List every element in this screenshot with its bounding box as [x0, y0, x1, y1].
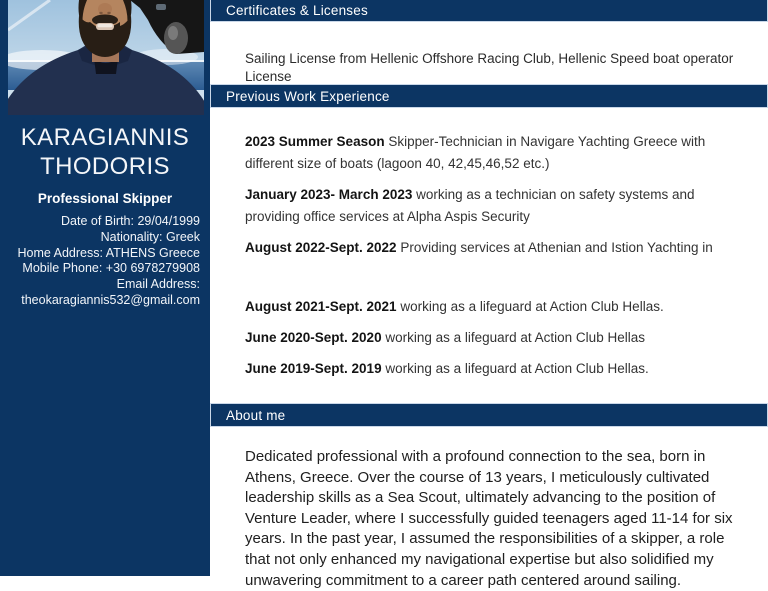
experience-entry-text: working as a lifeguard at Action Club Hellas. [396, 299, 664, 314]
certificates-text: Sailing License from Hellenic Offshore Racing Club, Hellenic Speed boat operator License [245, 51, 734, 84]
contact-phone: Mobile Phone: +30 6978279908 [22, 261, 200, 276]
person-title: Professional Skipper [37, 191, 173, 206]
experience-entry-date: August 2022-Sept. 2022 [245, 240, 397, 255]
experience-entry-text: working as a lifeguard at Action Club Hellas. [381, 361, 649, 376]
experience-entry-date: June 2020-Sept. 2020 [245, 330, 382, 345]
section-header-experience-label: Previous Work Experience [226, 88, 390, 104]
experience-entry [245, 327, 735, 349]
experience-body [210, 108, 768, 403]
section-header-about-label: About me [226, 407, 286, 423]
name-line2: THODORIS [40, 153, 170, 180]
profile-photo [8, 0, 204, 115]
experience-entry-text: working as a lifeguard at Action Club Hellas [381, 330, 645, 345]
about-body [210, 427, 768, 591]
contact-dob: Date of Birth: 29/04/1999 [61, 214, 200, 228]
experience-entry-text: working as a technician on safety systems and providing office services at Alpha Aspis Security [245, 187, 695, 224]
experience-entry [245, 296, 735, 318]
section-header-certificates [210, 0, 768, 22]
experience-entry-date: 2023 Summer Season [245, 134, 385, 149]
experience-entry-text: Providing services at Athenian and Istion Yachting in [396, 240, 713, 255]
contact-email: theokaragiannis532@gmail.com [21, 292, 200, 307]
about-text: Dedicated professional with a profound connection to the sea, born in Athens, Greece. Over the course of 13 years, I meticulously cultivated leadership skills as a Sea Scout, ultimately advancing to the position of Venture Leader, where I successfully guided teenagers aged 11-14 for six years. In the past year, I assumed the responsibilities of a skipper, a role that not only enhanced my navigational expertise but also solidified my unwavering commitment to a career path centered around sailing. [245, 448, 733, 589]
experience-entry-date: June 2019-Sept. 2019 [245, 361, 382, 376]
name-line1: KARAGIANNIS [20, 124, 190, 151]
contact-address: Home Address: ATHENS Greece [17, 245, 200, 260]
person-name [0, 123, 210, 181]
sidebar [0, 0, 210, 576]
section-header-certificates-label: Certificates & Licenses [226, 3, 368, 18]
experience-entry-date: August 2021-Sept. 2021 [245, 299, 397, 314]
contact-info [4, 214, 200, 309]
section-header-experience [210, 84, 768, 108]
experience-entry [245, 358, 735, 380]
main-content [210, 0, 768, 589]
experience-entry-date: January 2023- March 2023 [245, 187, 413, 202]
section-header-about [210, 403, 768, 427]
experience-entry-text: Skipper-Technician in Navigare Yachting Greece with different size of boats (lagoon 40, 42,45,46,52 etc.) [245, 134, 706, 171]
experience-entry [245, 131, 735, 175]
contact-nationality: Nationality: Greek [100, 229, 200, 244]
experience-entry [245, 184, 735, 228]
certificates-body [210, 22, 768, 84]
contact-email-label: Email Address: [116, 277, 200, 292]
photo-illustration [8, 0, 204, 115]
experience-entry [245, 237, 735, 259]
